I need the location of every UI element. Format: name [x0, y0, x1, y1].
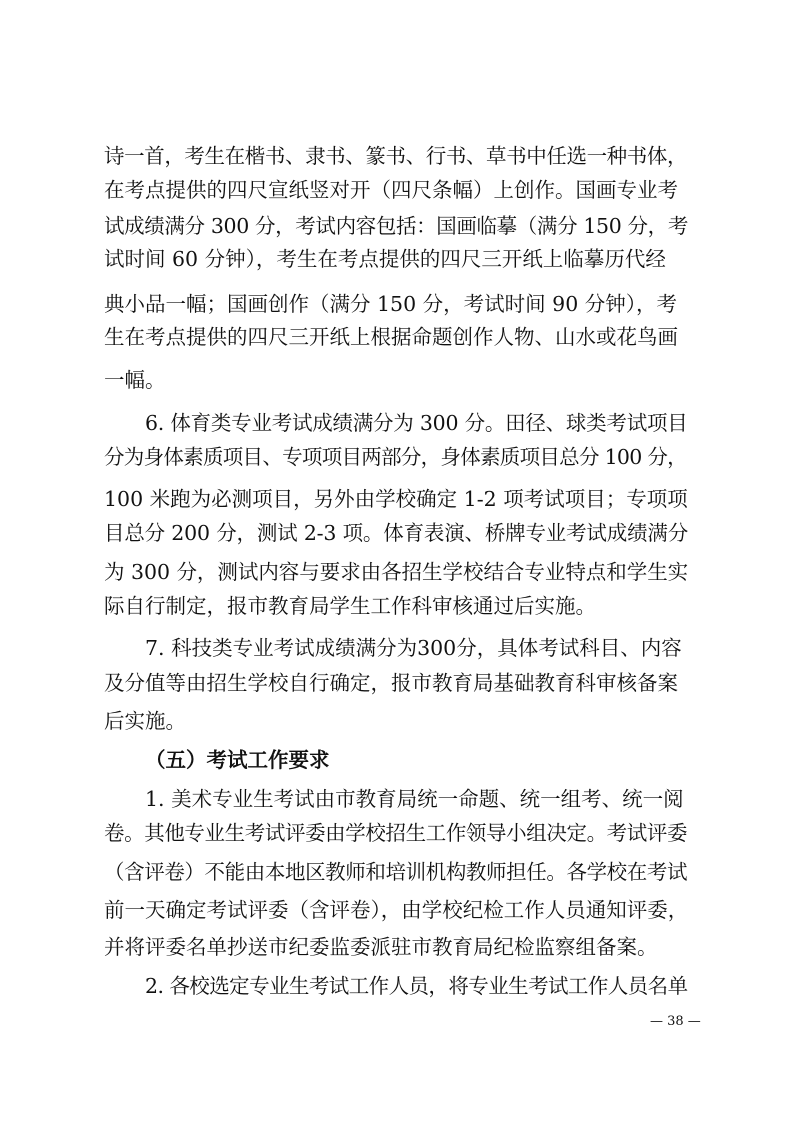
paragraph-start-line: 2. 各校选定专业生考试工作人员，将专业生考试工作人员名单: [145, 974, 688, 998]
text-line: 一幅。: [104, 368, 166, 392]
text-line: 卷。其他专业生考试评委由学校招生工作领导小组决定。考试评委: [104, 821, 688, 845]
text-line: 试成绩满分 300 分，考试内容包括：国画临摹（满分 150 分，考: [104, 214, 688, 238]
text-line: 为 300 分，测试内容与要求由各招生学校结合专业特点和学生实: [104, 560, 688, 584]
text-line: 分为身体素质项目、专项项目两部分，身体素质项目总分 100 分，: [104, 445, 687, 469]
paragraph-start-line: 6. 体育类专业考试成绩满分为 300 分。田径、球类考试项目: [145, 411, 688, 435]
text-line: 前一天确定考试评委（含评卷），由学校纪检工作人员通知评委，: [104, 898, 688, 922]
text-line: 生在考点提供的四尺三开纸上根据命题创作人物、山水或花鸟画: [104, 325, 678, 349]
section-heading: （五）考试工作要求: [145, 748, 330, 772]
text-line: 际自行制定，报市教育局学生工作科审核通过后实施。: [104, 594, 596, 618]
text-line: 试时间 60 分钟），考生在考点提供的四尺三开纸上临摹历代经: [104, 247, 666, 271]
text-line: 并将评委名单抄送市纪委监委派驻市教育局纪检监察组备案。: [104, 935, 658, 959]
text-line: （含评卷）不能由本地区教师和培训机构教师担任。各学校在考试: [104, 860, 688, 884]
paragraph-start-line: 1. 美术专业生考试由市教育局统一命题、统一组考、统一阅: [145, 787, 684, 811]
paragraph-start-line: 7. 科技类专业考试成绩满分为300分，具体考试科目、内容: [145, 636, 682, 660]
text-line: 目总分 200 分，测试 2-3 项。体育表演、桥牌专业考试成绩满分: [104, 521, 688, 545]
text-line: 后实施。: [104, 709, 186, 733]
text-line: 及分值等由招生学校自行确定，报市教育局基础教育科审核备案: [104, 671, 678, 695]
text-line: 典小品一幅；国画创作（满分 150 分，考试时间 90 分钟），考: [104, 292, 678, 316]
text-line: 在考点提供的四尺宣纸竖对开（四尺条幅）上创作。国画专业考: [104, 178, 678, 202]
text-line: 诗一首，考生在楷书、隶书、篆书、行书、草书中任选一种书体，: [104, 144, 688, 168]
page-number: — 38 —: [650, 1014, 701, 1029]
text-line: 100 米跑为必测项目，另外由学校确定 1-2 项考试项目；专项项: [104, 487, 688, 511]
